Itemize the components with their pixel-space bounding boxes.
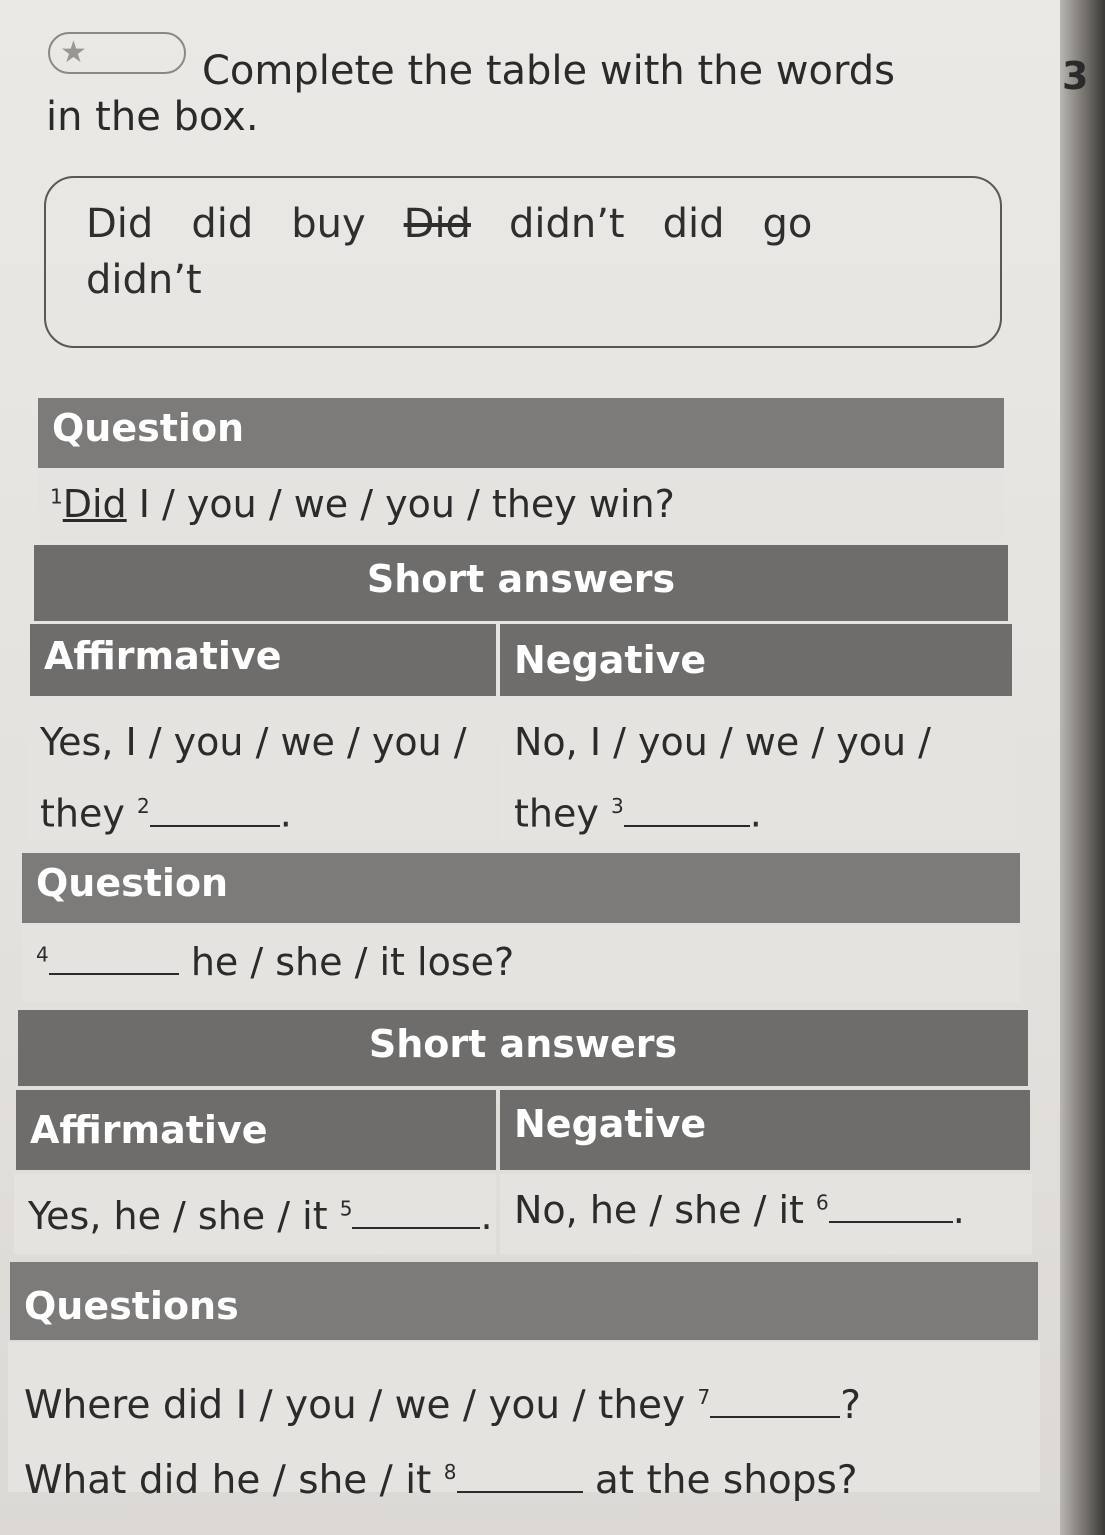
- short-answers-header-2: [18, 1010, 1028, 1086]
- negative-header-1: [500, 624, 1012, 696]
- negative-cell-2: No, he / she / it $^6$ .: [500, 1174, 1032, 1254]
- question-header-1: [38, 398, 1004, 468]
- answer-gap-2[interactable]: [150, 793, 280, 827]
- question-header-label: Question: [52, 406, 245, 450]
- affirmative-text: Yes, I / you / we / you /: [40, 720, 467, 764]
- question-mark: ?: [840, 1383, 861, 1428]
- exercise-number: 3: [1062, 54, 1089, 98]
- answer-gap-7[interactable]: [710, 1384, 840, 1418]
- questions-header-3: [10, 1262, 1038, 1340]
- question-end-text: at the shops?: [594, 1458, 858, 1503]
- answer-gap-6[interactable]: [829, 1189, 953, 1223]
- word-box-item: did: [191, 201, 254, 247]
- word-box-item: Did: [86, 201, 154, 247]
- word-box-item: did: [662, 201, 725, 247]
- negative-label: Negative: [514, 1102, 707, 1146]
- word-list: [86, 196, 960, 308]
- negative-cell-1: No, I / you / we / you / they $^3$ .: [500, 700, 1014, 840]
- instruction-line-1: Complete the table with the words: [202, 48, 895, 94]
- negative-header-2: [500, 1090, 1030, 1170]
- star-icon: ★: [60, 35, 87, 70]
- gap-number: 2: [136, 794, 150, 818]
- answer-gap-8[interactable]: [457, 1459, 583, 1493]
- short-answers-header-1: [34, 545, 1008, 621]
- gap-number: 5: [339, 1196, 353, 1221]
- word-box-item: Did: [403, 201, 471, 247]
- gap-number: 8: [443, 1460, 457, 1484]
- answer-gap-3[interactable]: [624, 793, 750, 827]
- question-text: he / she / it lose?: [190, 940, 515, 984]
- gap-number: 3: [610, 794, 624, 818]
- questions-header-label: Questions: [24, 1284, 239, 1328]
- question-row-1: [38, 470, 1004, 540]
- negative-text: No, he / she / it: [514, 1188, 804, 1232]
- instruction-text: [46, 48, 946, 140]
- question-text-8: What did he / she / it: [24, 1458, 432, 1503]
- gap-number: 4: [36, 942, 49, 967]
- word-box-item: go: [762, 201, 813, 247]
- gap-number: 1: [50, 484, 63, 509]
- gap-number: 6: [816, 1190, 829, 1215]
- questions-row-3: [8, 1342, 1040, 1503]
- negative-label: Negative: [514, 638, 707, 682]
- instruction-line-2: in the box.: [46, 94, 259, 140]
- affirmative-label: Affirmative: [30, 1108, 268, 1152]
- example-answer: Did: [62, 482, 127, 526]
- word-box-item: didn’t: [508, 201, 625, 247]
- word-box-item: buy: [291, 201, 366, 247]
- question-text-7: Where did I / you / we / you / they: [24, 1383, 686, 1428]
- short-answers-label: Short answers: [366, 557, 676, 601]
- page-edge: [1060, 0, 1105, 1535]
- question-row-2: [22, 926, 1020, 1002]
- affirmative-text-2: they: [40, 791, 125, 836]
- question-header-label: Question: [36, 861, 229, 905]
- negative-text-2: they: [514, 791, 599, 836]
- short-answers-label: Short answers: [368, 1022, 678, 1066]
- affirmative-text: Yes, he / she / it: [28, 1194, 328, 1238]
- affirmative-header-2: [16, 1090, 496, 1170]
- affirmative-cell-1: Yes, I / you / we / you / they $^2$ .: [28, 700, 496, 840]
- negative-text: No, I / you / we / you /: [514, 720, 931, 764]
- answer-gap-4[interactable]: [49, 941, 179, 975]
- answer-gap-5[interactable]: [352, 1195, 480, 1229]
- affirmative-label: Affirmative: [44, 634, 282, 678]
- question-text: I / you / we / you / they win?: [126, 482, 675, 526]
- affirmative-header-1: [30, 624, 496, 696]
- word-box: [44, 176, 1002, 348]
- word-box-item: didn’t: [86, 257, 202, 303]
- gap-number: 7: [697, 1385, 711, 1409]
- question-header-2: [22, 853, 1020, 923]
- affirmative-cell-2: Yes, he / she / it $^5$ .: [14, 1174, 496, 1254]
